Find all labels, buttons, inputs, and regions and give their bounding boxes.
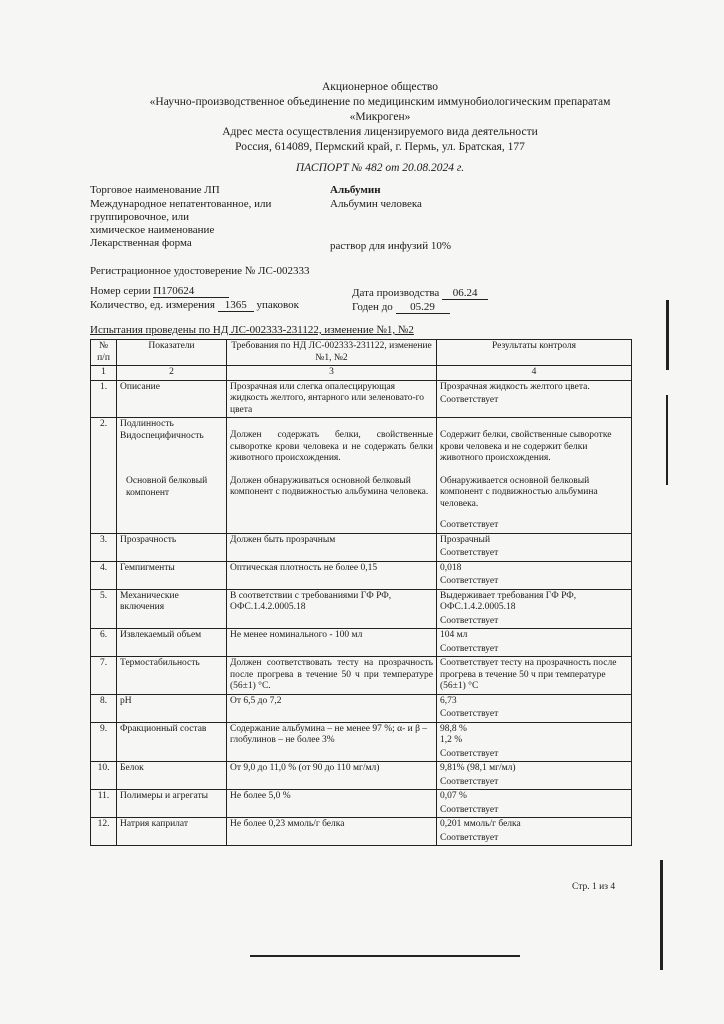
production-date-label: Дата производства xyxy=(352,287,440,299)
result-verdict: Соответствует xyxy=(440,776,499,787)
row-number: 1. xyxy=(91,380,117,418)
result xyxy=(437,629,632,657)
result-verdict: Соответствует xyxy=(440,520,499,530)
result xyxy=(437,762,632,790)
result-verdict: Соответствует xyxy=(440,709,499,719)
indicator: Гемпигменты xyxy=(117,561,227,589)
result xyxy=(437,589,632,629)
series-label: Номер серии xyxy=(90,285,151,297)
row-number: 9. xyxy=(91,722,117,762)
table-row xyxy=(91,380,632,418)
table-row xyxy=(91,561,632,589)
expiry-value: 05.29 xyxy=(396,301,450,314)
page-number: Стр. 1 из 4 xyxy=(572,882,616,892)
table-row xyxy=(91,722,632,762)
indicator-identity: Подлинность Видоспецифичность xyxy=(120,419,204,441)
dosage-form-label: Лекарственная форма xyxy=(90,237,192,249)
row-number: 3. xyxy=(91,533,117,561)
registration-certificate: Регистрационное удостоверение № ЛС-002333 xyxy=(90,265,310,277)
header-indicator: Показатели xyxy=(117,340,227,366)
issuer-header xyxy=(90,80,670,155)
indicator: Извлекаемый объем xyxy=(117,629,227,657)
header-number: № п/п xyxy=(91,340,117,366)
test-results-table xyxy=(90,339,632,846)
result-verdict: Соответствует xyxy=(440,643,499,654)
result-verdict: Соответствует xyxy=(440,576,499,586)
header-results: Результаты контроля xyxy=(437,340,632,366)
scan-artifact xyxy=(666,395,668,485)
requirement: От 6,5 до 7,2 xyxy=(227,694,437,722)
table-row xyxy=(91,533,632,561)
table-header-row xyxy=(91,340,632,366)
table-row xyxy=(91,790,632,818)
dosage-form-value: раствор для инфузий 10% xyxy=(330,240,451,252)
production-date xyxy=(352,287,488,300)
inn-label-3: химическое наименование xyxy=(90,224,215,236)
inn-value: Альбумин человека xyxy=(330,198,422,210)
result-value: 0,018 xyxy=(440,562,462,573)
result-value: 0,07 % xyxy=(440,791,467,801)
column-number: 2 xyxy=(117,366,227,381)
batch-quantity xyxy=(90,299,299,312)
result xyxy=(437,533,632,561)
row-number: 11. xyxy=(91,790,117,818)
scan-artifact xyxy=(666,300,669,370)
table-row xyxy=(91,818,632,846)
indicator: Описание xyxy=(117,380,227,418)
requirement-main-protein: Должен обнаруживаться основной белковый компонент с подвижностью альбумина человека. xyxy=(230,475,429,497)
company-type: Акционерное общество xyxy=(321,81,439,93)
inn-label-1: Международное непатентованное, или xyxy=(90,198,272,210)
quantity-label: Количество, ед. измерения xyxy=(90,299,215,311)
result xyxy=(437,380,632,418)
requirement: Должен соответствовать тесту на прозрачность после прогрева в течение 50 ч при температуре (56±1) °С. xyxy=(227,657,437,695)
result-verdict: Соответствует xyxy=(440,832,499,843)
header-requirements: Требования по НД ЛС-002333-231122, изменение №1, №2 xyxy=(227,340,437,366)
result-verdict: Соответствует xyxy=(440,748,499,759)
column-number: 1 xyxy=(91,366,117,381)
result xyxy=(437,418,632,534)
row-number: 2. xyxy=(91,418,117,534)
result-verdict: Соответствует xyxy=(440,615,499,626)
quantity-unit: упаковок xyxy=(256,299,300,311)
indicator: Прозрачность xyxy=(117,533,227,561)
result-value: 0,201 ммоль/г белка xyxy=(440,819,521,829)
indicator: Механические включения xyxy=(117,589,227,629)
requirement: Оптическая плотность не более 0,15 xyxy=(227,561,437,589)
indicator: Натрия каприлат xyxy=(117,818,227,846)
row-number: 10. xyxy=(91,762,117,790)
requirement-identity: Должен содержать белки, свойственные сыворотке крови человека и не содержать белки животного происхождения. xyxy=(230,430,433,463)
requirement: Прозрачная или слегка опалесцирующая жидкость желтого, янтарного или зеленовато-го цвета xyxy=(227,380,437,418)
address-value: Россия, 614089, Пермский край, г. Пермь, ул. Братская, 177 xyxy=(235,141,525,153)
result xyxy=(437,790,632,818)
address-label: Адрес места осуществления лицензируемого вида деятельности xyxy=(222,126,538,138)
requirement: В соответствии с требованиями ГФ РФ, ОФС.1.4.2.0005.18 xyxy=(227,589,437,629)
scan-artifact xyxy=(250,955,520,957)
result-value: 6,73 xyxy=(440,695,457,706)
trade-name-value: Альбумин xyxy=(330,184,381,196)
scan-artifact xyxy=(660,860,663,970)
requirement: Не более 0,23 ммоль/г белка xyxy=(227,818,437,846)
quantity-value: 1365 xyxy=(218,299,254,312)
result-identity: Содержит белки, свойственные сыворотке крови человека и не содержит белки животного происхождения. xyxy=(440,430,612,463)
table-row xyxy=(91,694,632,722)
table-row xyxy=(91,589,632,629)
indicator: Белок xyxy=(117,762,227,790)
indicator-main-protein: Основной белковый компонент xyxy=(126,476,208,498)
indicator: pH xyxy=(117,694,227,722)
production-date-value: 06.24 xyxy=(442,287,488,300)
row-number: 7. xyxy=(91,657,117,695)
result-value: 104 мл xyxy=(440,630,468,640)
result: Соответствует тесту на прозрачность после прогрева в течение 50 ч при температуре (56±1) °С xyxy=(437,657,632,695)
row-number: 5. xyxy=(91,589,117,629)
result-value: Прозрачный xyxy=(440,534,491,545)
passport-title: ПАСПОРТ № 482 от 20.08.2024 г. xyxy=(295,162,465,174)
result-albumin: 98,8 % xyxy=(440,723,467,734)
requirement: От 9,0 до 11,0 % (от 90 до 110 мг/мл) xyxy=(227,762,437,790)
requirement xyxy=(227,418,437,534)
column-number: 3 xyxy=(227,366,437,381)
table-row xyxy=(91,629,632,657)
requirement: Содержание альбумина – не менее 97 %; α- и β – глобулинов – не более 3% xyxy=(227,722,437,762)
requirement: Не менее номинального - 100 мл xyxy=(227,629,437,657)
result-globulins: 1,2 % xyxy=(440,735,463,745)
table-row xyxy=(91,657,632,695)
result xyxy=(437,694,632,722)
result-value: 9,81% (98,1 мг/мл) xyxy=(440,763,516,773)
result-main-protein: Обнаруживается основной белковый компонент с подвижностью альбумина человека. xyxy=(440,475,598,509)
trade-name-label: Торговое наименование ЛП xyxy=(90,184,220,196)
row-number: 4. xyxy=(91,561,117,589)
result-verdict: Соответствует xyxy=(440,395,499,405)
table-row xyxy=(91,762,632,790)
tests-title: Испытания проведены по НД ЛС-002333-231122, изменение №1, №2 xyxy=(90,324,414,336)
inn-label-2: группировочное, или xyxy=(90,211,190,223)
indicator: Полимеры и агрегаты xyxy=(117,790,227,818)
column-number-row xyxy=(91,366,632,381)
table-row xyxy=(91,418,632,534)
requirement: Должен быть прозрачным xyxy=(227,533,437,561)
result-verdict: Соответствует xyxy=(440,804,499,815)
result-value: Выдерживает требования ГФ РФ, ОФС.1.4.2.0005.18 xyxy=(440,590,577,612)
result-value: Прозрачная жидкость желтого цвета. xyxy=(440,381,590,392)
indicator: Термостабильность xyxy=(117,657,227,695)
expiry-label: Годен до xyxy=(352,301,393,313)
result xyxy=(437,722,632,762)
company-name: «Научно-производственное объединение по медицинским иммунобиологическим препаратам xyxy=(149,96,611,108)
series-value: П170624 xyxy=(153,285,229,298)
result xyxy=(437,818,632,846)
batch-series xyxy=(90,285,229,298)
row-number: 8. xyxy=(91,694,117,722)
result xyxy=(437,561,632,589)
requirement: Не более 5,0 % xyxy=(227,790,437,818)
indicator xyxy=(117,418,227,534)
result-verdict: Соответствует xyxy=(440,548,499,558)
company-short-name: «Микроген» xyxy=(349,111,411,123)
column-number: 4 xyxy=(437,366,632,381)
expiry-date xyxy=(352,301,450,314)
indicator: Фракционный состав xyxy=(117,722,227,762)
row-number: 6. xyxy=(91,629,117,657)
row-number: 12. xyxy=(91,818,117,846)
